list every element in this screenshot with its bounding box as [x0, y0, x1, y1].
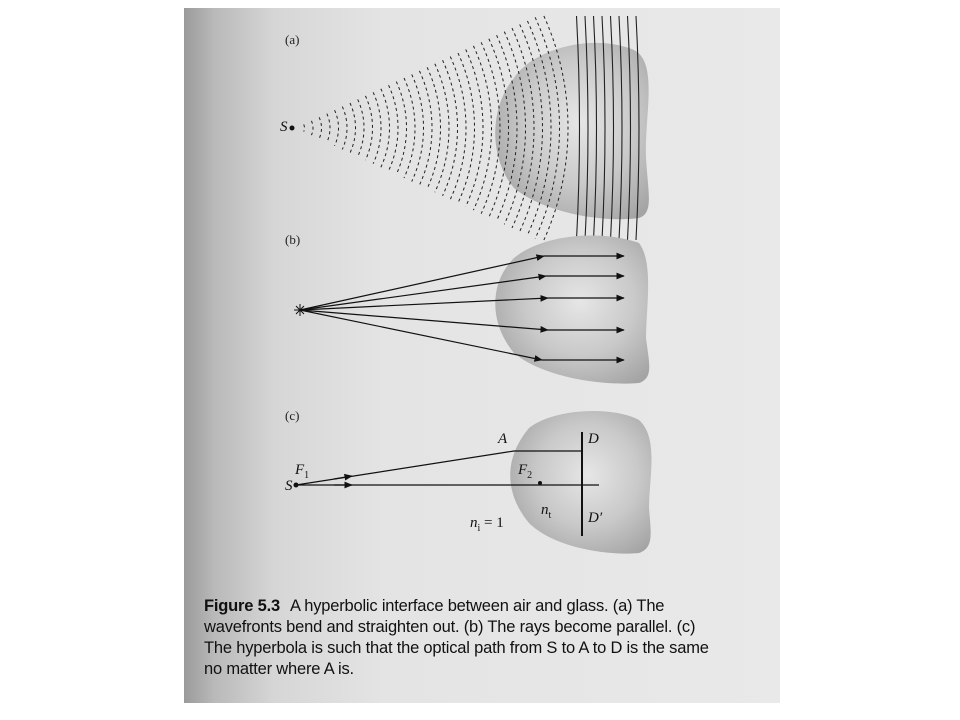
point-D-prime-label: D′ — [588, 510, 603, 526]
figure-number: Figure 5.3 — [204, 597, 280, 615]
source-point-c — [294, 483, 299, 488]
source-label-c: S — [285, 478, 293, 494]
lens-a — [495, 43, 649, 219]
wavefront-arc — [443, 60, 458, 196]
panel-label-b: (b) — [285, 232, 301, 247]
wavefront-arc — [389, 85, 398, 171]
point-A-label: A — [498, 431, 508, 447]
wavefront-arc — [311, 121, 313, 135]
lens-b — [495, 235, 649, 383]
book-page-scan — [184, 8, 780, 703]
focus-F1-label: $F_1$ — [295, 462, 310, 481]
caption-line-3: The hyperbola is such that the optical path from S to A to D is the same — [204, 639, 709, 657]
wavefront-arc — [365, 96, 372, 160]
caption-line-4: no matter where A is. — [204, 660, 354, 678]
wavefront-arc — [350, 103, 356, 153]
wavefront-arc — [327, 114, 330, 143]
wavefront-arc — [358, 99, 364, 156]
source-point-a — [290, 126, 295, 131]
wavefront-arc — [319, 117, 321, 138]
wavefront-arc — [412, 74, 424, 181]
figure-illustration — [184, 8, 780, 593]
wavefront-arc — [404, 78, 415, 178]
wavefront-arc — [473, 46, 491, 210]
panel-label-a: (a) — [285, 32, 300, 47]
figure-caption — [204, 596, 774, 680]
index-nt-label: $n_t$ — [541, 502, 552, 521]
focus-point-F2 — [538, 481, 542, 485]
wavefront-arc — [419, 71, 432, 185]
arrow-slant — [334, 476, 352, 479]
point-source-b — [294, 304, 306, 316]
wavefront-arc — [450, 57, 466, 200]
wavefront-arc — [335, 110, 339, 146]
wavefront-arc — [466, 49, 483, 206]
point-D-label: D — [588, 431, 599, 447]
caption-line-2: wavefronts bend and straighten out. (b) The rays become parallel. (c) — [204, 618, 696, 636]
wavefront-arc — [427, 67, 440, 188]
focus-F2-label: $F_2$ — [518, 462, 533, 481]
ray-S-to-A — [296, 451, 514, 485]
wavefront-arc — [342, 107, 347, 150]
source-label-a: S — [280, 119, 288, 135]
lens-c — [510, 411, 651, 554]
index-ni-label: $n_i = 1$ — [470, 515, 504, 534]
wavefront-arc — [435, 64, 449, 193]
panel-label-c: (c) — [285, 408, 300, 423]
wavefront-arc — [373, 92, 381, 163]
wavefront-arc — [381, 89, 390, 168]
wavefront-arc — [304, 124, 305, 131]
caption-line-1: Figure 5.3 A hyperbolic interface between air and glass. (a) The — [204, 597, 665, 615]
